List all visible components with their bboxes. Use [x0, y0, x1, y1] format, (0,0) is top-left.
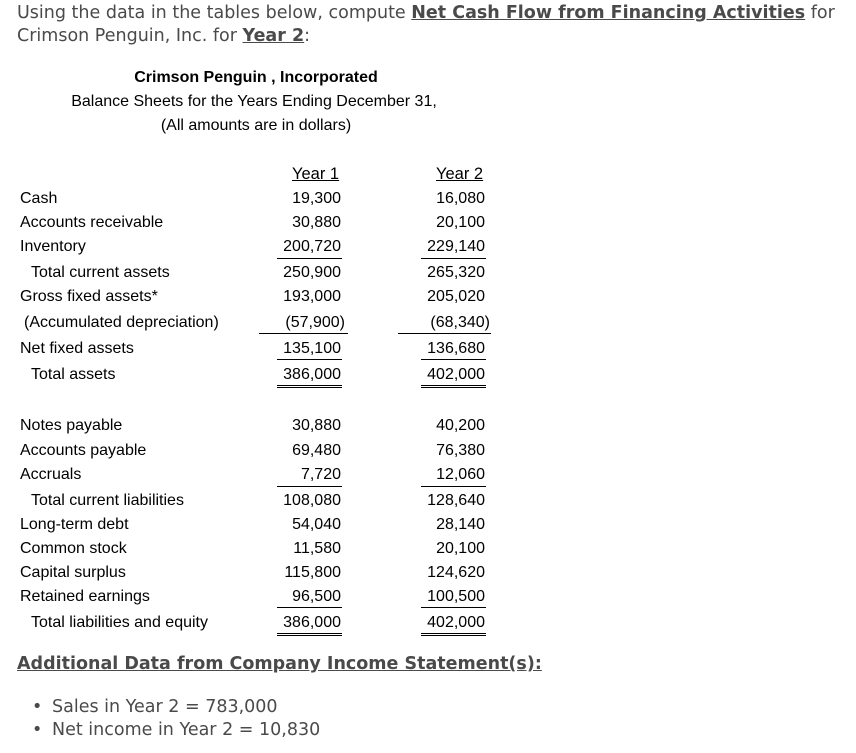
question-year: Year 2 — [242, 26, 305, 46]
row-label: Capital surplus — [20, 564, 126, 581]
table-row — [0, 190, 500, 214]
row-value-year2: 402,000 — [427, 366, 485, 383]
column-header-year1: Year 1 — [292, 165, 340, 183]
row-value-year2: 205,020 — [427, 288, 485, 305]
table-row — [0, 314, 500, 338]
underline — [398, 333, 491, 334]
row-value-year2: 20,100 — [436, 214, 485, 231]
row-value-year1: 108,080 — [283, 492, 341, 509]
underline — [421, 607, 486, 608]
row-value-year2: 12,060 — [436, 466, 485, 483]
row-value-year2: 20,100 — [436, 540, 485, 557]
row-value-year1: 386,000 — [283, 614, 341, 631]
double-underline — [421, 385, 486, 388]
row-value-year2: (68,340) — [430, 314, 490, 331]
row-label: Long-term debt — [20, 516, 129, 533]
underline — [259, 333, 348, 334]
row-value-year1: 11,580 — [293, 540, 341, 557]
row-value-year1: 96,500 — [292, 588, 341, 605]
row-label: Accounts receivable — [20, 214, 164, 231]
underline — [277, 359, 342, 360]
row-value-year2: 229,140 — [427, 238, 485, 255]
row-label: Inventory — [20, 238, 86, 255]
row-label: (Accumulated depreciation) — [24, 314, 219, 331]
underline — [277, 607, 342, 608]
table-row — [0, 264, 500, 288]
table-row — [0, 442, 500, 466]
double-underline — [421, 633, 486, 636]
row-value-year2: 28,140 — [436, 516, 485, 533]
row-value-year1: 7,720 — [300, 466, 341, 483]
row-label: Net fixed assets — [20, 340, 134, 357]
row-label: Retained earnings — [20, 588, 150, 605]
question-suffix: : — [304, 26, 311, 46]
underline — [421, 258, 486, 259]
balance-sheet — [0, 0, 500, 640]
table-row — [0, 417, 500, 441]
row-value-year1: 115,800 — [284, 564, 341, 581]
underline — [277, 258, 342, 259]
row-value-year2: 16,080 — [436, 190, 485, 207]
table-row — [0, 288, 500, 312]
row-label: Total liabilities and equity — [31, 614, 208, 631]
row-label: Cash — [20, 190, 58, 207]
list-item: • Sales in Year 2 = 783,000 — [52, 697, 278, 717]
list-item: • Net income in Year 2 = 10,830 — [52, 720, 320, 740]
double-underline — [277, 633, 342, 636]
table-row — [0, 564, 500, 588]
underline — [421, 486, 486, 487]
sheet-title: Crimson Penguin , Incorporated — [134, 69, 378, 86]
row-value-year1: (57,900) — [285, 314, 345, 331]
question-middle: for Crimson Penguin, Inc. for — [17, 3, 835, 46]
row-value-year2: 265,320 — [427, 264, 485, 281]
additional-data-heading: Additional Data from Company Income Statement(s): — [17, 654, 542, 674]
table-row — [0, 340, 500, 364]
question-prefix: Using the data in the tables below, compute — [17, 3, 412, 23]
sheet-subtitle: Balance Sheets for the Years Ending December 31, — [71, 93, 437, 110]
row-value-year1: 200,720 — [283, 238, 341, 255]
row-value-year2: 128,640 — [427, 492, 485, 509]
column-header-year2: Year 2 — [436, 165, 484, 183]
row-value-year2: 40,200 — [436, 417, 485, 434]
table-row — [0, 214, 500, 238]
table-row — [0, 588, 500, 612]
row-value-year2: 136,680 — [427, 340, 485, 357]
table-row — [0, 516, 500, 540]
row-value-year1: 30,880 — [292, 417, 341, 434]
row-value-year1: 135,100 — [283, 340, 341, 357]
table-row — [0, 540, 500, 564]
row-value-year1: 250,900 — [283, 264, 341, 281]
question-target: Net Cash Flow from Financing Activities — [411, 3, 806, 23]
row-label: Common stock — [20, 540, 127, 557]
row-value-year2: 100,500 — [427, 588, 485, 605]
table-row — [0, 492, 500, 516]
sheet-note: (All amounts are in dollars) — [160, 117, 352, 134]
row-label: Accruals — [20, 466, 82, 483]
row-value-year1: 69,480 — [292, 442, 341, 459]
underline — [277, 486, 342, 487]
row-value-year1: 19,300 — [292, 190, 341, 207]
row-label: Accounts payable — [20, 442, 147, 459]
row-value-year2: 76,380 — [436, 442, 485, 459]
row-value-year1: 54,040 — [292, 516, 341, 533]
row-value-year1: 30,880 — [292, 214, 341, 231]
underline — [421, 359, 486, 360]
row-value-year2: 402,000 — [427, 614, 485, 631]
row-value-year1: 193,000 — [283, 288, 341, 305]
double-underline — [277, 385, 342, 388]
row-value-year1: 386,000 — [283, 366, 341, 383]
row-label: Total assets — [31, 366, 116, 383]
row-label: Gross fixed assets* — [20, 288, 158, 305]
row-label: Total current assets — [31, 264, 170, 281]
row-label: Total current liabilities — [31, 492, 184, 509]
row-label: Notes payable — [20, 417, 123, 434]
row-value-year2: 124,620 — [427, 564, 485, 581]
